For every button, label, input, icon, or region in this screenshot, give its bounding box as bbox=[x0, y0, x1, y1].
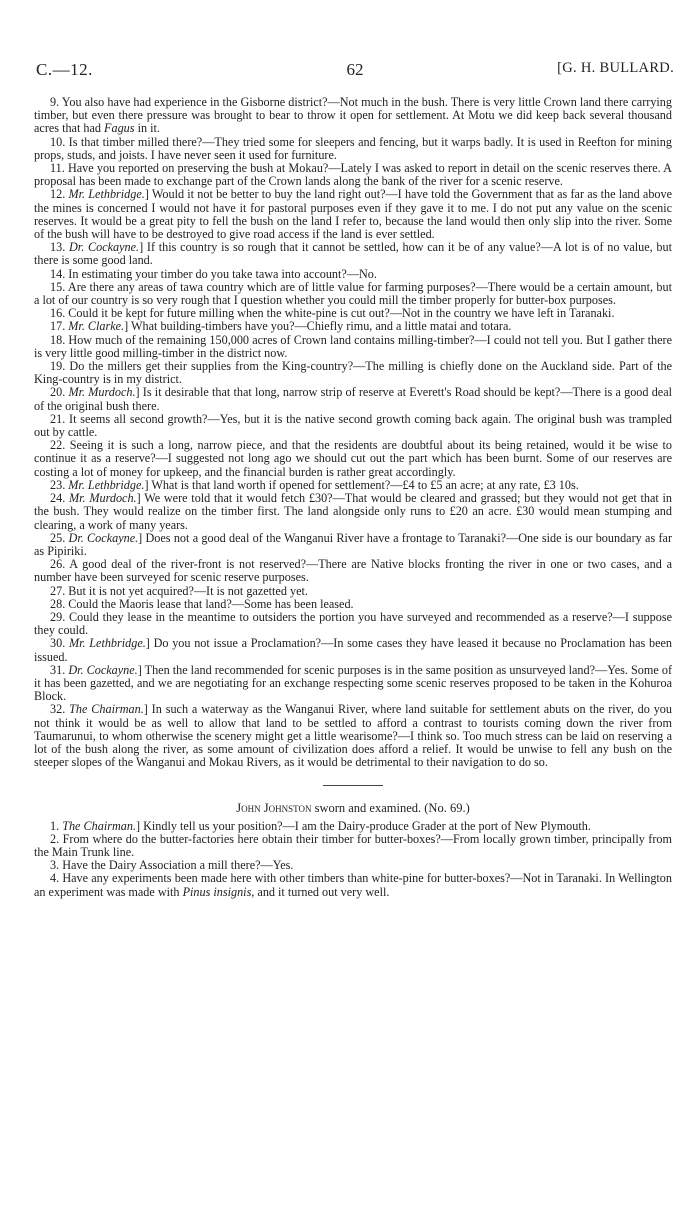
paragraph bbox=[34, 281, 672, 307]
paragraph-emphasis: Mr. Lethbridge. bbox=[68, 477, 145, 492]
paragraph-text: 27. But it is not yet acquired?—It is not gazetted yet. bbox=[50, 583, 308, 598]
paragraph bbox=[34, 637, 672, 663]
evidence-paragraphs bbox=[34, 96, 672, 769]
witness-sworn-text: sworn and examined. (No. 69.) bbox=[311, 801, 470, 816]
paragraph-emphasis: Mr. Lethbridge. bbox=[68, 636, 146, 651]
page-number: 62 bbox=[346, 60, 364, 79]
paragraph-emphasis: Fagus bbox=[104, 121, 135, 136]
paragraph-emphasis: Pinus insignis, bbox=[182, 884, 255, 899]
paragraph-emphasis: Dr. Cockayne. bbox=[68, 530, 139, 545]
paragraph-emphasis: Dr. Cockayne. bbox=[68, 662, 138, 677]
paragraph-text-end: ] Then the land recommended for scenic purposes is in the same position as unsurveyed land?—Yes. Some of it has been gazetted, and we are negotiating for an exchange respecting some scenic reserves proposed to be taken in the Kohuroa Block. bbox=[34, 662, 673, 704]
witness-sworn-line bbox=[34, 802, 672, 815]
paragraph-text-end: and it turned out very well. bbox=[254, 884, 390, 899]
body-text bbox=[34, 96, 672, 899]
paragraph bbox=[34, 664, 672, 704]
paragraph bbox=[34, 360, 672, 386]
paragraph bbox=[34, 386, 672, 412]
paragraph bbox=[34, 162, 672, 188]
paragraph bbox=[34, 136, 672, 162]
paragraph-text-end: ] In such a waterway as the Wanganui River, where land suitable for settlement abuts on the river, do you not think it would be as well to allow that land to be settled to afford a contrast to tourists coming down the river from Taumarunui, to whom otherwise the scenery might get a little wearisome?—I think so. Too much stress can be laid on reserving a lot of the bush along the river, as some amount of civilization does afford a relief. It would be unwise to fell any bush on the steeper slopes of the Wanganui and Mokau Rivers, as it would be detrimental to their navigation to do so. bbox=[34, 702, 672, 770]
paragraph-text: 3. Have the Dairy Association a mill there?—Yes. bbox=[50, 858, 294, 873]
paragraph-text: 2. From where do the butter-factories here obtain their timber for butter-boxes?—From locally grown timber, principally from the Main Trunk line. bbox=[34, 831, 672, 859]
paragraph-emphasis: Mr. Murdoch. bbox=[68, 385, 136, 400]
paragraph-text: 10. Is that timber milled there?—They tried some for sleepers and fencing, but it warps badly. It is used in Reefton for mining props, studs, and joists. I have never seen it used for furniture. bbox=[34, 134, 672, 162]
paragraph-text-end: in it. bbox=[134, 121, 160, 136]
paragraph-text: 11. Have you reported on preserving the bush at Mokau?—Lately I was asked to report in detail on the scenic reserves there. A proposal has been made to exchange part of the Crown lands along the bank of the river for a scenic reserve. bbox=[34, 161, 672, 189]
paragraph-text: 32. bbox=[50, 702, 70, 717]
paragraph-text-end: ] Kindly tell us your position?—I am the Dairy-produce Grader at the port of New Plymouth. bbox=[136, 818, 591, 833]
paragraph bbox=[34, 558, 672, 584]
paragraph-text: 19. Do the millers get their supplies from the King-country?—The milling is chiefly done on the Auckland side. Part of the King-country is in my district. bbox=[34, 359, 672, 387]
paragraph bbox=[34, 241, 672, 267]
paragraph-emphasis: Dr. Cockayne. bbox=[69, 240, 140, 255]
paragraph-text-end: ] Is it desirable that that long, narrow strip of reserve at Everett's Road should be kept?—There is a good deal of the original bush there. bbox=[34, 385, 673, 413]
paragraph-text-end: ] What building-timbers have you?—Chiefly rimu, and a little matai and totara. bbox=[124, 319, 512, 334]
paragraph-text-end: ] We were told that it would fetch £30?—That would be cleared and grassed; but they would not get that in the bush. They would realize on the timber first. The land alongside only runs to £20 an acre. £30 would mean stumping and clearing, a work of many years. bbox=[34, 491, 672, 532]
paragraph bbox=[34, 833, 672, 859]
paragraph-text: 26. A good deal of the river-front is not reserved?—There are Native blocks fronting the river in one or two cases, and a number have been surveyed for scenic reserve purposes. bbox=[34, 557, 672, 585]
paragraph-text: 16. Could it be kept for future milling when the white-pine is cut out?—Not in the country we have left in Taranaki. bbox=[50, 306, 615, 321]
paragraph-text-end: ] Do you not issue a Proclamation?—In some cases they have leased it because no Proclamation has been issued. bbox=[34, 636, 672, 664]
paragraph-text-end: ] Does not a good deal of the Wanganui River have a frontage to Taranaki?—One side is our boundary as far as Pipiriki. bbox=[34, 530, 672, 558]
section-divider bbox=[323, 785, 383, 786]
paragraph-emphasis: The Chairman. bbox=[69, 702, 144, 717]
paragraph-emphasis: The Chairman. bbox=[62, 818, 136, 833]
paragraph bbox=[34, 492, 672, 532]
paragraph bbox=[34, 413, 672, 439]
paragraph-text: 4. Have any experiments been made here with other timbers than white-pine for butter-boxes?—Not in Taranaki. In Wellington an experiment was made with bbox=[34, 871, 672, 899]
paragraph-text: 17. bbox=[50, 319, 69, 334]
paragraph-text: 14. In estimating your timber do you take tawa into account?—No. bbox=[50, 266, 377, 281]
paragraph-text: 30. bbox=[50, 636, 69, 651]
paragraph bbox=[34, 611, 672, 637]
paragraph bbox=[34, 188, 672, 241]
paragraph-text: 9. You also have had experience in the Gisborne district?—Not much in the bush. There is very little Crown land there carrying timber, but even there pressure was brought to bear to throw it open for settlement. At Motu we did keep back several thousand acres that had bbox=[34, 95, 672, 136]
paragraph-text: 25. bbox=[50, 530, 69, 545]
paragraph-text: 12. bbox=[50, 187, 69, 202]
paragraph-text: 18. How much of the remaining 150,000 acres of Crown land contains milling-timber?—I could not tell you. But I gather there is very little good milling-timber in the district now. bbox=[34, 332, 672, 360]
paragraph-text: 22. Seeing it is such a long, narrow piece, and that the residents are doubtful about its being retained, would it be wise to continue it as a reserve?—I suggested not long ago we should cut out the part which has been burnt. Some of our reserves are costing a lot of money for upkeep, and the financial burden is rather great accordingly. bbox=[34, 438, 672, 479]
paragraph bbox=[34, 334, 672, 360]
paragraph-text-end: ] If this country is so rough that it cannot be settled, how can it be of any value?—A lot is of no value, but there is some good land. bbox=[34, 240, 672, 268]
paragraph-text: 15. Are there any areas of tawa country which are of little value for farming purposes?—There would be a certain amount, but a lot of our country is so very rough that I question whether you could mill the timber properly for butter-box purposes. bbox=[34, 279, 672, 308]
paragraph-text: 23. bbox=[50, 477, 69, 492]
paragraph-emphasis: Mr. Murdoch. bbox=[68, 491, 137, 506]
paragraph-text-end: ] What is that land worth if opened for settlement?—£4 to £5 an acre; at any rate, £3 10s. bbox=[144, 477, 579, 492]
witness-name: John Johnston bbox=[236, 801, 312, 816]
paragraph-text: 31. bbox=[50, 662, 69, 677]
paragraph-text: 21. It seems all second growth?—Yes, but it is the native second growth coming back again. The original bush was trampled out by cattle. bbox=[34, 411, 672, 440]
paragraph-emphasis: Mr. Clarke. bbox=[68, 319, 125, 334]
paragraph-text: 1. bbox=[50, 818, 63, 833]
paragraph-emphasis: Mr. Lethbridge. bbox=[68, 187, 145, 202]
witness-heading: [G. H. BULLARD. bbox=[557, 60, 674, 76]
document-code: C.—12. bbox=[36, 60, 93, 79]
paragraph bbox=[34, 532, 672, 558]
paragraph-text: 24. bbox=[50, 491, 69, 506]
paragraph bbox=[34, 96, 672, 136]
paragraph bbox=[34, 439, 672, 479]
paragraph-text: 13. bbox=[50, 240, 69, 255]
paragraph-text: 20. bbox=[50, 385, 69, 400]
paragraph-text: 28. Could the Maoris lease that land?—Some has been leased. bbox=[50, 596, 354, 611]
page-header bbox=[36, 60, 674, 86]
evidence-paragraphs-2 bbox=[34, 820, 672, 899]
paragraph bbox=[34, 872, 672, 898]
paragraph bbox=[34, 703, 672, 769]
paragraph-text-end: ] Would it not be better to buy the land right out?—I have told the Government that as far as the land above the mines is concerned I would not have it for pastoral purposes even if they gave it to me. I do not put any value on the scenic reserves. It would be a great pity to fell the bush on the land I refer to, because the land would then only slip into the river. Some of the bush will have to be destroyed to give road access if the land is ever settled. bbox=[34, 187, 673, 242]
paragraph-text: 29. Could they lease in the meantime to outsiders the portion you have surveyed and recommended as a reserve?—I suppose they could. bbox=[34, 609, 672, 638]
